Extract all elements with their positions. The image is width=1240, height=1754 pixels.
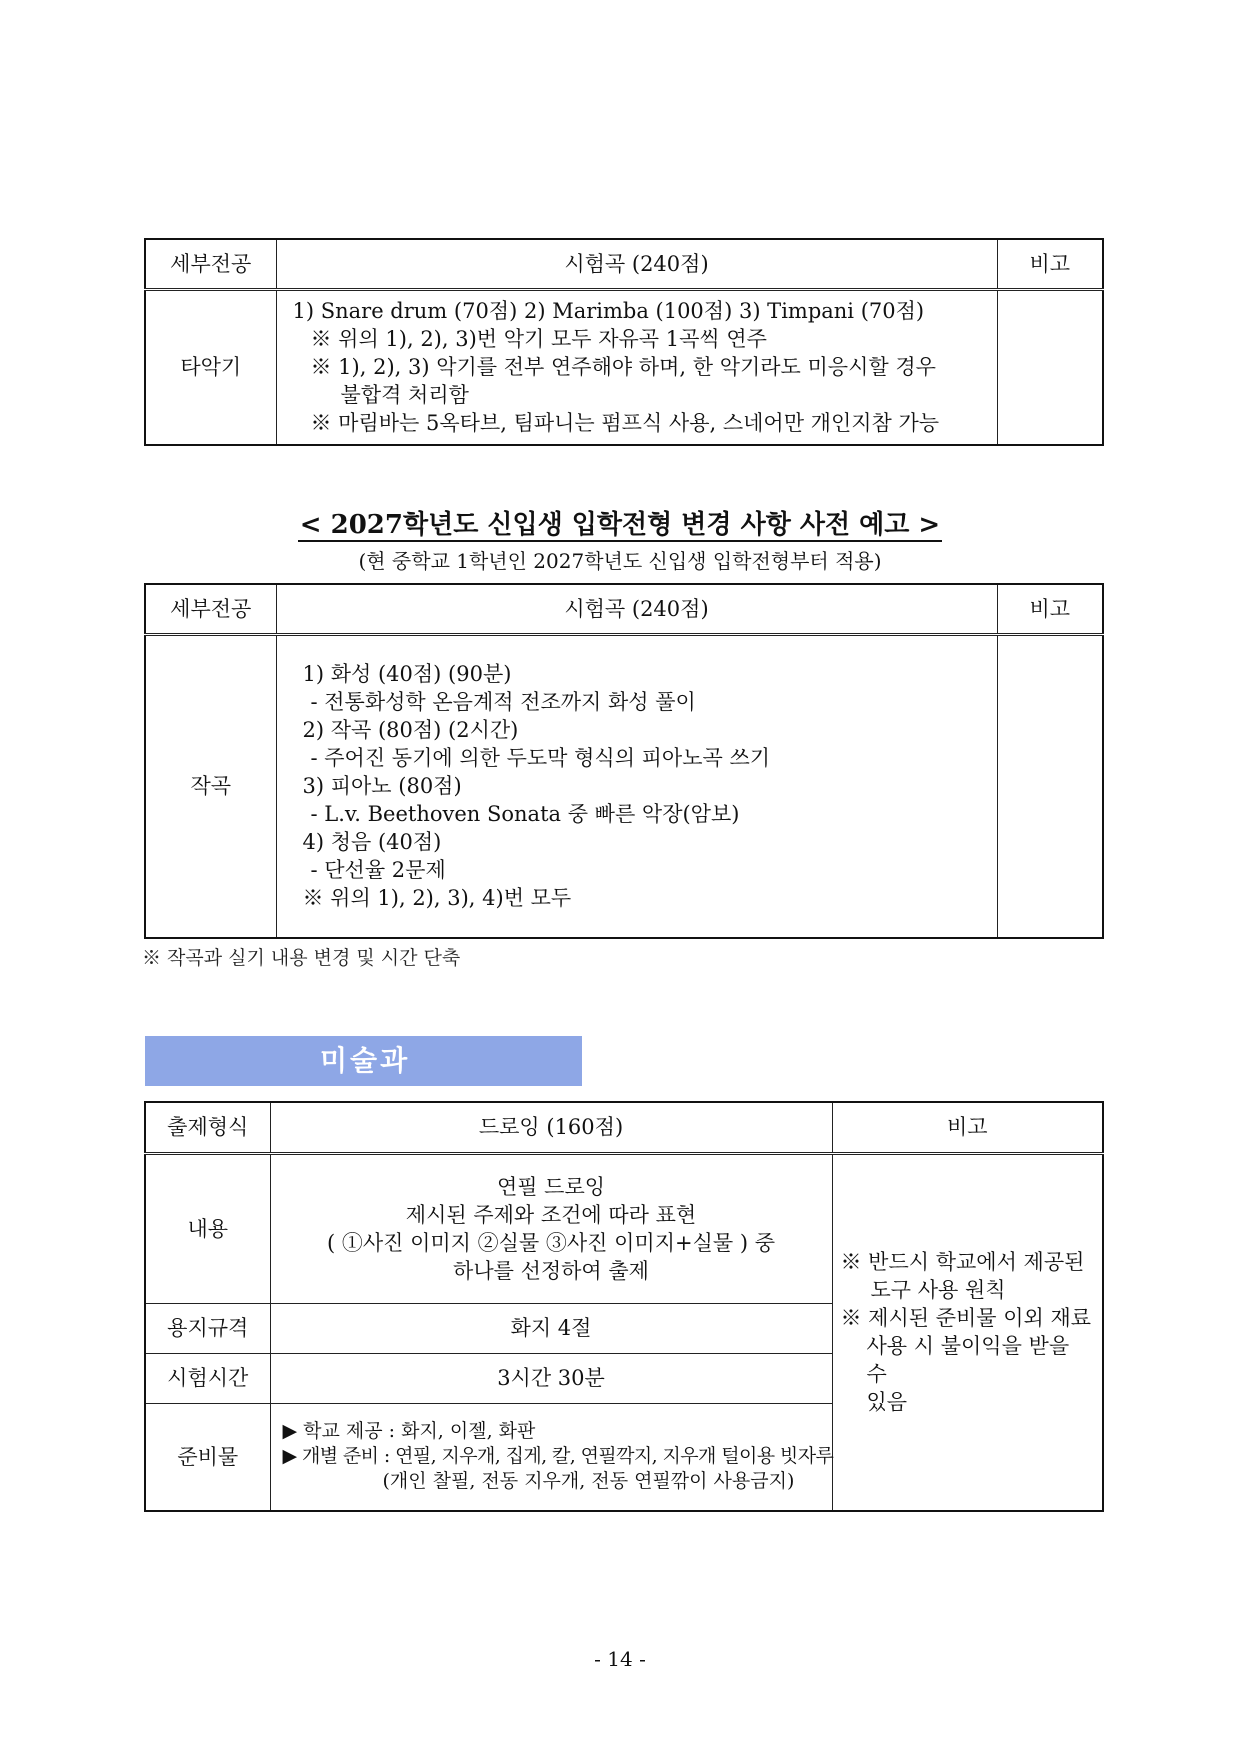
content-line: - L.v. Beethoven Sonata 중 빠른 악장(암보) [310, 802, 740, 827]
remark-line: ※ 반드시 학교에서 제공된 [840, 1250, 1085, 1275]
content-line: 하나를 선정하여 출제 [453, 1258, 649, 1283]
paper-size-value: 화지 4절 [270, 1303, 832, 1353]
content-line: 불합격 처리함 [340, 383, 469, 408]
materials-line: (개인 찰필, 전동 지우개, 전동 연필깎이 사용금지) [382, 1470, 795, 1493]
content-line: 연필 드로잉 [496, 1174, 606, 1199]
row-label-exam-time: 시험시간 [145, 1353, 270, 1403]
content-line: - 단선율 2문제 [310, 858, 446, 883]
art-exam-table [144, 1101, 1104, 1512]
notice-subtitle: (현 중학교 1학년인 2027학년도 신입생 입학전형부터 적용) [358, 549, 882, 573]
remark-cell [832, 1153, 1103, 1511]
remark-line: 도구 사용 원칙 [870, 1278, 1006, 1303]
remark-cell [997, 289, 1103, 445]
percussion-table [144, 238, 1104, 446]
materials-line: ▶ 학교 제공 : 화지, 이젤, 화판 [282, 1420, 536, 1443]
content-line: 제시된 주제와 조건에 따라 표현 [405, 1202, 697, 1227]
row-label-composition: 작곡 [145, 634, 276, 938]
percussion-content [276, 289, 997, 445]
remark-cell [997, 634, 1103, 938]
content-line: 1) Snare drum (70점) 2) Marimba (100점) 3) Timpani (70점) [292, 299, 925, 324]
content-line: ※ 마림바는 5옥타브, 팀파니는 펌프식 사용, 스네어만 개인지참 가능 [310, 411, 940, 436]
content-line: ※ 위의 1), 2), 3)번 악기 모두 자유곡 1곡씩 연주 [310, 327, 767, 352]
notice-title [0, 508, 1240, 542]
header-format: 출제형식 [145, 1102, 270, 1153]
materials-line: ▶ 개별 준비 : 연필, 지우개, 집게, 칼, 연필깍지, 지우개 털이용 빗자루 [282, 1445, 834, 1468]
remark-line: 있음 [866, 1390, 908, 1415]
remark-line: ※ 제시된 준비물 이외 재료 [840, 1306, 1092, 1331]
header-remark: 비고 [997, 584, 1103, 634]
section-title: 미술과 [320, 1044, 411, 1077]
header-exam-pieces: 시험곡 (240점) [276, 584, 997, 634]
notice-title-text: < 2027학년도 신입생 입학전형 변경 사항 사전 예고 > [299, 510, 941, 540]
content-line: - 전통화성학 온음계적 전조까지 화성 풀이 [310, 690, 696, 715]
content-line: ※ 1), 2), 3) 악기를 전부 연주해야 하며, 한 악기라도 미응시할 경우 [310, 355, 936, 380]
row-label-materials: 준비물 [145, 1403, 270, 1511]
footnote: ※ 작곡과 실기 내용 변경 및 시간 단축 [142, 947, 461, 969]
header-remark: 비고 [997, 239, 1103, 289]
header-remark: 비고 [832, 1102, 1103, 1153]
content-line: 2) 작곡 (80점) (2시간) [302, 718, 519, 743]
content-line: - 주어진 동기에 의한 두도막 형식의 피아노곡 쓰기 [310, 746, 771, 771]
header-drawing: 드로잉 (160점) [270, 1102, 832, 1153]
composition-content [276, 634, 997, 938]
header-major: 세부전공 [145, 239, 276, 289]
composition-table [144, 583, 1104, 939]
row-label-percussion: 타악기 [145, 289, 276, 445]
materials-cell [270, 1403, 832, 1511]
header-exam-pieces: 시험곡 (240점) [276, 239, 997, 289]
row-label-content: 내용 [145, 1153, 270, 1303]
content-line: 4) 청음 (40점) [302, 830, 442, 855]
row-label-paper-size: 용지규격 [145, 1303, 270, 1353]
page-number: - 14 - [594, 1647, 646, 1671]
content-line: 1) 화성 (40점) (90분) [302, 662, 512, 687]
content-line: 3) 피아노 (80점) [302, 774, 462, 799]
content-cell [270, 1153, 832, 1303]
section-header-bar [145, 1036, 582, 1086]
remark-line: 사용 시 불이익을 받을 수 [866, 1334, 1070, 1387]
header-major: 세부전공 [145, 584, 276, 634]
exam-time-value: 3시간 30분 [270, 1353, 832, 1403]
content-line: ※ 위의 1), 2), 3), 4)번 모두 [302, 886, 572, 911]
content-line: ( ①사진 이미지 ②실물 ③사진 이미지+실물 ) 중 [327, 1230, 775, 1255]
